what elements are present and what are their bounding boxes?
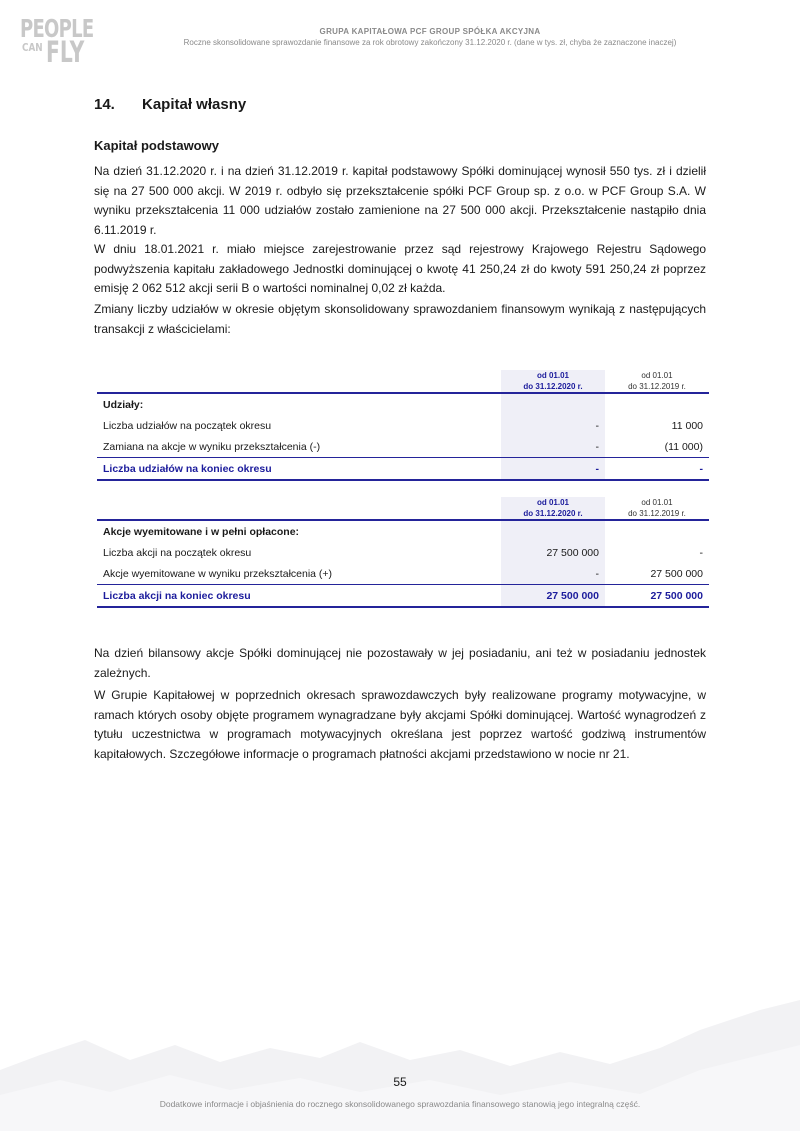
issued-shares-table [97,497,709,608]
group-label: Udziały: [103,398,144,411]
row-prior-value: 27 500 000 [650,567,703,580]
row-label: Liczba akcji na początek okresu [103,546,252,559]
column-current-header: od 01.01 do 31.12.2020 r. [501,497,605,520]
total-label: Liczba udziałów na koniec okresu [97,458,501,481]
total-current-value: 27 500 000 [501,585,605,608]
total-prior-value: - [605,458,709,481]
table-row [97,542,709,563]
row-current-value: - [501,563,605,585]
paragraph-treasury-shares: Na dzień bilansowy akcje Spółki dominującej nie pozostawały w jej posiadaniu, ani też w posiadaniu jednostek zależnych. [94,646,706,680]
logo-line-people: PEOPLE [20,14,94,43]
column-current-header: od 01.01 do 31.12.2020 r. [501,370,605,393]
logo-line-fly: FLY [46,35,85,69]
paragraph-incentive-programs: W Grupie Kapitałowej w poprzednich okresach sprawozdawczych były realizowane programy motywacyjne, w ramach których osoby objęte programem wynagradzane były akcjami Spółki dominującej. Wartość wynagrodzeń z tytułu uczestnictwa w programach motywacyjnych określana jest poprzez wartość godziwą instrumentów kapitałowych. Szczegółowe informacje o programach płatności akcjami przedstawiono w nocie nr 21. [94,688,706,761]
table-row [97,415,709,436]
page-number: 55 [393,1075,407,1089]
column-prior-header: od 01.01 do 31.12.2019 r. [605,497,709,520]
total-prior-value: 27 500 000 [605,585,709,608]
total-current-value: - [501,458,605,481]
section-number: 14. [94,96,115,113]
mountain-background-graphic [0,1000,800,1131]
table-header-row [97,370,709,393]
page-footer: Dodatkowe informacje i objaśnienia do rocznego skonsolidowanego sprawozdania finansowego stanowią jego integralną część. [159,1099,641,1109]
row-prior-value: 11 000 [671,419,703,432]
table-row [97,436,709,458]
table-group-row [97,520,709,542]
header-subtitle: Roczne skonsolidowane sprawozdanie finansowe za rok obrotowy zakończony 31.12.2020 r. (dane w tys. zł, chyba że zaznaczone inaczej) [183,38,677,47]
company-logo [20,14,94,74]
table-header-row [97,497,709,520]
paragraph-share-capital: Na dzień 31.12.2020 r. i na dzień 31.12.2019 r. kapitał podstawowy Spółki dominującej wynosił 550 tys. zł i dzielił się na 27 500 000 akcji. W 2019 r. odbyło się przekształcenie spółki PCF Group sp. z o.o. w PCF Group S.A. W wyniku przekształcenia 11 000 udziałów zostało zamienione na 27 500 000 akcji. Przekształcenie nastąpiło dnia 6.11.2019 r. [94,164,706,237]
table-row [97,563,709,585]
paragraph-changes-intro: Zmiany liczby udziałów w okresie objętym skonsolidowany sprawozdaniem finansowym wynikają z następujących transakcji z właścicielami: [94,302,706,336]
row-current-value: - [501,436,605,458]
section-title: Kapitał własny [142,96,247,113]
total-label: Liczba akcji na koniec okresu [97,585,501,608]
row-prior-value: - [699,546,703,559]
subheading: Kapitał podstawowy [94,138,219,153]
table-group-row [97,393,709,415]
shares-table [97,370,709,481]
section-heading [94,96,246,113]
logo-line-can: CAN [22,41,43,54]
row-current-value: 27 500 000 [501,542,605,563]
row-prior-value: (11 000) [664,440,703,453]
row-label: Liczba udziałów na początek okresu [103,419,272,432]
row-label: Zamiana na akcje w wyniku przekształcenia (-) [103,440,321,453]
paragraph-capital-increase: W dniu 18.01.2021 r. miało miejsce zarejestrowanie przez sąd rejestrowy Krajowego Rejestru Sądowego podwyższenia kapitału zakładowego Jednostki dominującej o kwotę 41 250,24 zł do kwoty 591 250,24 zł poprzez emisję 2 062 512 akcji serii B o wartości nominalnej 0,02 zł każda. [94,242,706,295]
column-prior-header: od 01.01 do 31.12.2019 r. [605,370,709,393]
table-total-row [97,458,709,481]
row-current-value: - [501,415,605,436]
row-label: Akcje wyemitowane w wyniku przekształcenia (+) [103,567,333,580]
header-company: GRUPA KAPITAŁOWA PCF GROUP SPÓŁKA AKCYJNA [319,27,541,36]
table-total-row [97,585,709,608]
group-label: Akcje wyemitowane i w pełni opłacone: [103,525,300,538]
